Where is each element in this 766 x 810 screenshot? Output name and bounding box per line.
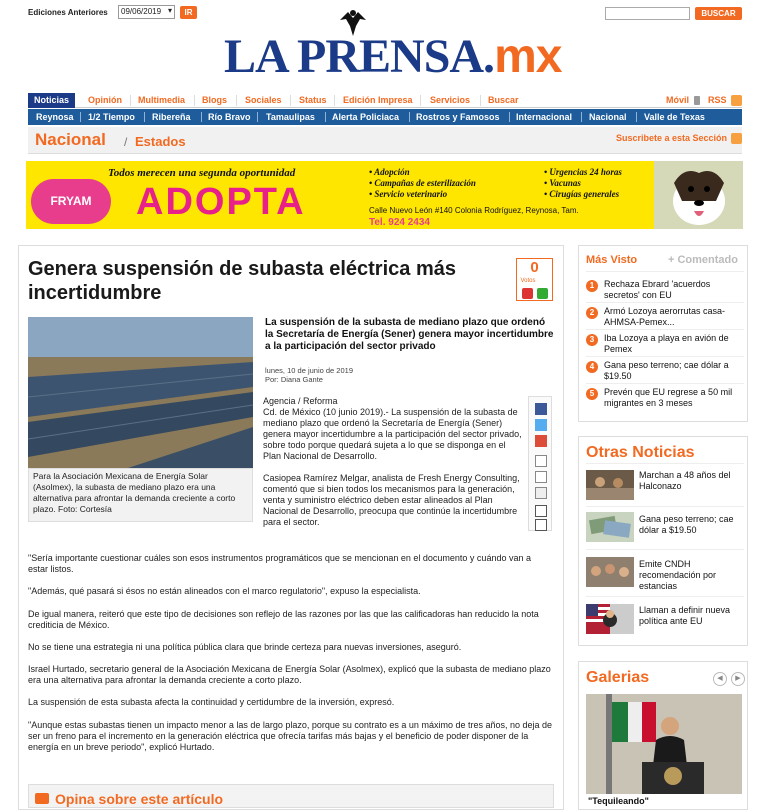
ad-service: • Cirugías generales xyxy=(544,189,620,199)
nav-buscar[interactable]: Buscar xyxy=(488,95,519,105)
article-author: Por: Diana Gante xyxy=(265,375,323,384)
rss-icon[interactable] xyxy=(731,133,742,144)
ad-service: • Campañas de esterilización xyxy=(369,178,476,188)
tab-mas-visto[interactable]: Más Visto xyxy=(586,254,638,266)
nav-status[interactable]: Status xyxy=(299,95,327,105)
section-title[interactable]: Nacional xyxy=(35,130,106,149)
galleries-title: Galerias xyxy=(586,669,650,686)
other-news-link[interactable]: Marchan a 48 años del Halconazo xyxy=(639,470,731,491)
other-news-title: Otras Noticias xyxy=(586,444,695,461)
search-input[interactable] xyxy=(605,7,690,20)
most-viewed-link[interactable]: Gana peso terreno; cae dólar a $19.50 xyxy=(604,360,729,381)
article-paragraph: La suspensión de esta subasta afecta la continuidad y certidumbre de la inversión, expresó. xyxy=(28,697,395,707)
article-date: lunes, 10 de junio de 2019 xyxy=(265,366,353,375)
nav-movil[interactable]: Móvil xyxy=(666,95,690,105)
facebook-icon[interactable] xyxy=(535,403,547,415)
go-button[interactable]: IR xyxy=(180,6,197,19)
article-paragraph: "Aunque estas subastas tienen un impacto menor a las de largo plazo, porque su contrato es a un máximo de tres años, no deja de ser un freno para el incremento en la generación eléctrica que ofrecía tarifas más bajas y el beneficio de poder disponer de la energía en un breve periodo", explicó Hurtado. xyxy=(28,720,553,752)
gallery-caption: "Tequileando" xyxy=(588,796,649,806)
font-decrease-icon[interactable] xyxy=(535,519,547,531)
nav2-riberena[interactable]: Ribereña xyxy=(152,112,191,122)
most-viewed-link[interactable]: Rechaza Ebrard 'acuerdos secretos' con EU xyxy=(604,279,711,300)
rank-badge: 4 xyxy=(586,361,598,373)
edition-date-select[interactable] xyxy=(118,5,175,19)
google-plus-icon[interactable] xyxy=(535,435,547,447)
ad-service: • Urgencias 24 horas xyxy=(544,167,622,177)
comment-bubble-icon xyxy=(35,793,49,804)
most-viewed-link[interactable]: Iba Lozoya a playa en avión de Pemex xyxy=(604,333,729,354)
photo-caption: Para la Asociación Mexicana de Energía Solar (Asolmex), la subasta de mediano plazo era una alternativa para afrontar la demanda creciente a corto plazo. Foto: Cortesía xyxy=(28,468,253,522)
gallery-next-icon[interactable]: ▶ xyxy=(731,672,745,686)
article-agency: Agencia / Reforma xyxy=(263,396,338,406)
section-nav xyxy=(28,109,742,125)
subscribe-link[interactable]: Suscribete a esta Sección xyxy=(616,133,728,143)
nav2-alerta-policiaca[interactable]: Alerta Policiaca xyxy=(332,112,400,122)
mobile-icon xyxy=(694,96,700,105)
other-news-link[interactable]: Emite CNDH recomendación por estancias xyxy=(639,559,717,591)
votes-label: Votos xyxy=(520,278,536,284)
email-icon[interactable] xyxy=(535,471,547,483)
article-dateline xyxy=(265,366,353,384)
nav-noticias[interactable]: Noticias xyxy=(28,93,75,108)
nav-servicios[interactable]: Servicios xyxy=(430,95,471,105)
subsection-link[interactable]: Estados xyxy=(135,134,186,149)
font-increase-icon[interactable] xyxy=(535,505,547,517)
article-paragraph: Israel Hurtado, secretario general de la Asociación Mexicana de Energía Solar (Asolmex), explicó que la subasta de mediano plazo era una alternativa para afrontar la demanda creciente a corto plazo. xyxy=(28,664,551,685)
nav-opinion[interactable]: Opinión xyxy=(88,95,122,105)
news-thumbnail[interactable] xyxy=(586,512,634,542)
ad-service: • Adopción xyxy=(369,167,410,177)
editions-label: Ediciones Anteriores xyxy=(28,8,108,17)
logo-main-text: LA PRENSA. xyxy=(224,30,495,83)
ad-phone: Tel. 924 2434 xyxy=(369,217,430,228)
rank-badge: 5 xyxy=(586,388,598,400)
nav-blogs[interactable]: Blogs xyxy=(202,95,228,105)
site-logo[interactable] xyxy=(224,32,561,82)
print-icon[interactable] xyxy=(535,455,547,467)
news-thumbnail[interactable] xyxy=(586,470,634,500)
nav2-reynosa[interactable]: Reynosa xyxy=(36,112,74,122)
article-paragraph: Cd. de México (10 junio 2019).- La suspensión de la subasta de mediano plazo que ordenó la Secretaría de Energía (Sener) genera mayor incertidumbre a la participación del sector privado, sobre todo porque quedará sujeta a lo que se disponga en el Plan Nacional de Desarrollo. xyxy=(263,407,522,461)
rank-badge: 2 xyxy=(586,307,598,319)
ad-headline: ADOPTA xyxy=(136,181,306,223)
rank-badge: 1 xyxy=(586,280,598,292)
ad-service: • Vacunas xyxy=(544,178,581,188)
votes-count: 0 xyxy=(530,259,539,276)
most-viewed-link[interactable]: Prevén que EU regrese a 50 mil migrantes en 3 meses xyxy=(604,387,733,408)
adoption-ad-banner[interactable] xyxy=(26,161,743,229)
article-paragraph: Casiopea Ramírez Melgar, analista de Fresh Energy Consulting, comentó que si bien todos los mecanismos para la generación, venta y suministro eléctrico deben estar alineados al Plan Nacional de Desarrollo, preocupa que continúe la incertidumbre para el sector. xyxy=(263,473,520,527)
main-nav xyxy=(28,93,742,108)
comment-icon[interactable] xyxy=(535,487,547,499)
gallery-image[interactable] xyxy=(586,694,742,794)
thumbs-up-icon[interactable] xyxy=(537,288,548,299)
article-paragraph: "Además, qué pasará si ésos no están alineados con el marco regulatorio", expuso la especialista. xyxy=(28,586,421,596)
chevron-down-icon: ▾ xyxy=(167,6,172,15)
article-paragraph: De igual manera, reiteró que este tipo de decisiones son reflejo de las razones por las que las calificadoras han reducido la nota crediticia de México. xyxy=(28,609,539,630)
nav-sociales[interactable]: Sociales xyxy=(245,95,282,105)
nav-multimedia[interactable]: Multimedia xyxy=(138,95,186,105)
nav-edicion-impresa[interactable]: Edición Impresa xyxy=(343,95,413,105)
logo-suffix-text: mx xyxy=(494,30,562,83)
search-button[interactable]: BUSCAR xyxy=(695,7,742,20)
nav2-medio-tiempo[interactable]: 1/2 Tiempo xyxy=(88,112,135,122)
nav2-rio-bravo[interactable]: Río Bravo xyxy=(208,112,251,122)
rss-icon[interactable] xyxy=(731,95,742,106)
nav2-tamaulipas[interactable]: Tamaulipas xyxy=(266,112,315,122)
other-news-link[interactable]: Gana peso terreno; cae dólar a $19.50 xyxy=(639,514,734,535)
news-thumbnail[interactable] xyxy=(586,604,634,634)
gallery-prev-icon[interactable]: ◀ xyxy=(713,672,727,686)
nav2-valle-texas[interactable]: Valle de Texas xyxy=(644,112,705,122)
article-photo-solar-panels[interactable] xyxy=(28,317,253,468)
edition-date-value: 09/06/2019 xyxy=(121,7,162,16)
ad-tagline: Todos merecen una segunda oportunidad xyxy=(108,167,296,179)
most-viewed-link[interactable]: Armó Lozoya aerorrutas casa-AHMSA-Pemex... xyxy=(604,306,726,327)
article-lead: La suspensión de la subasta de mediano plazo que ordenó la Secretaría de Energía (Sener) genera mayor incertidumbre a la participación del sector privado xyxy=(265,317,554,352)
article-paragraph: "Sería importante cuestionar cuáles son esos instrumentos programáticos que se mencionan en el documento y cuándo van a estar listos. xyxy=(28,553,531,574)
thumbs-down-icon[interactable] xyxy=(522,288,533,299)
article-title: Genera suspensión de subasta eléctrica más incertidumbre xyxy=(28,258,456,304)
tab-mas-comentado[interactable]: + Comentado xyxy=(668,254,738,266)
nav2-nacional[interactable]: Nacional xyxy=(589,112,627,122)
news-thumbnail[interactable] xyxy=(586,557,634,587)
section-separator: / xyxy=(124,135,128,149)
share-toolbar xyxy=(528,396,552,531)
nav2-internacional[interactable]: Internacional xyxy=(516,112,573,122)
twitter-icon[interactable] xyxy=(535,419,547,431)
nav2-rostros-famosos[interactable]: Rostros y Famosos xyxy=(416,112,500,122)
ad-address: Calle Nuevo León #140 Colonia Rodríguez, Reynosa, Tam. xyxy=(369,206,579,215)
ad-service: • Servicio veterinario xyxy=(369,189,448,199)
nav-rss[interactable]: RSS xyxy=(708,95,727,105)
ad-brand-logo: FRYAM xyxy=(31,179,111,224)
comment-section-title[interactable]: Opina sobre este artículo xyxy=(55,791,224,807)
dog-image xyxy=(654,161,743,229)
other-news-link[interactable]: Llaman a definir nueva política ante EU xyxy=(639,605,731,626)
article-paragraph: No se tiene una estrategia ni una política pública clara que brinde certeza para nuevas inversiones, aseguró. xyxy=(28,642,462,652)
rank-badge: 3 xyxy=(586,334,598,346)
article-body-top xyxy=(263,396,523,528)
